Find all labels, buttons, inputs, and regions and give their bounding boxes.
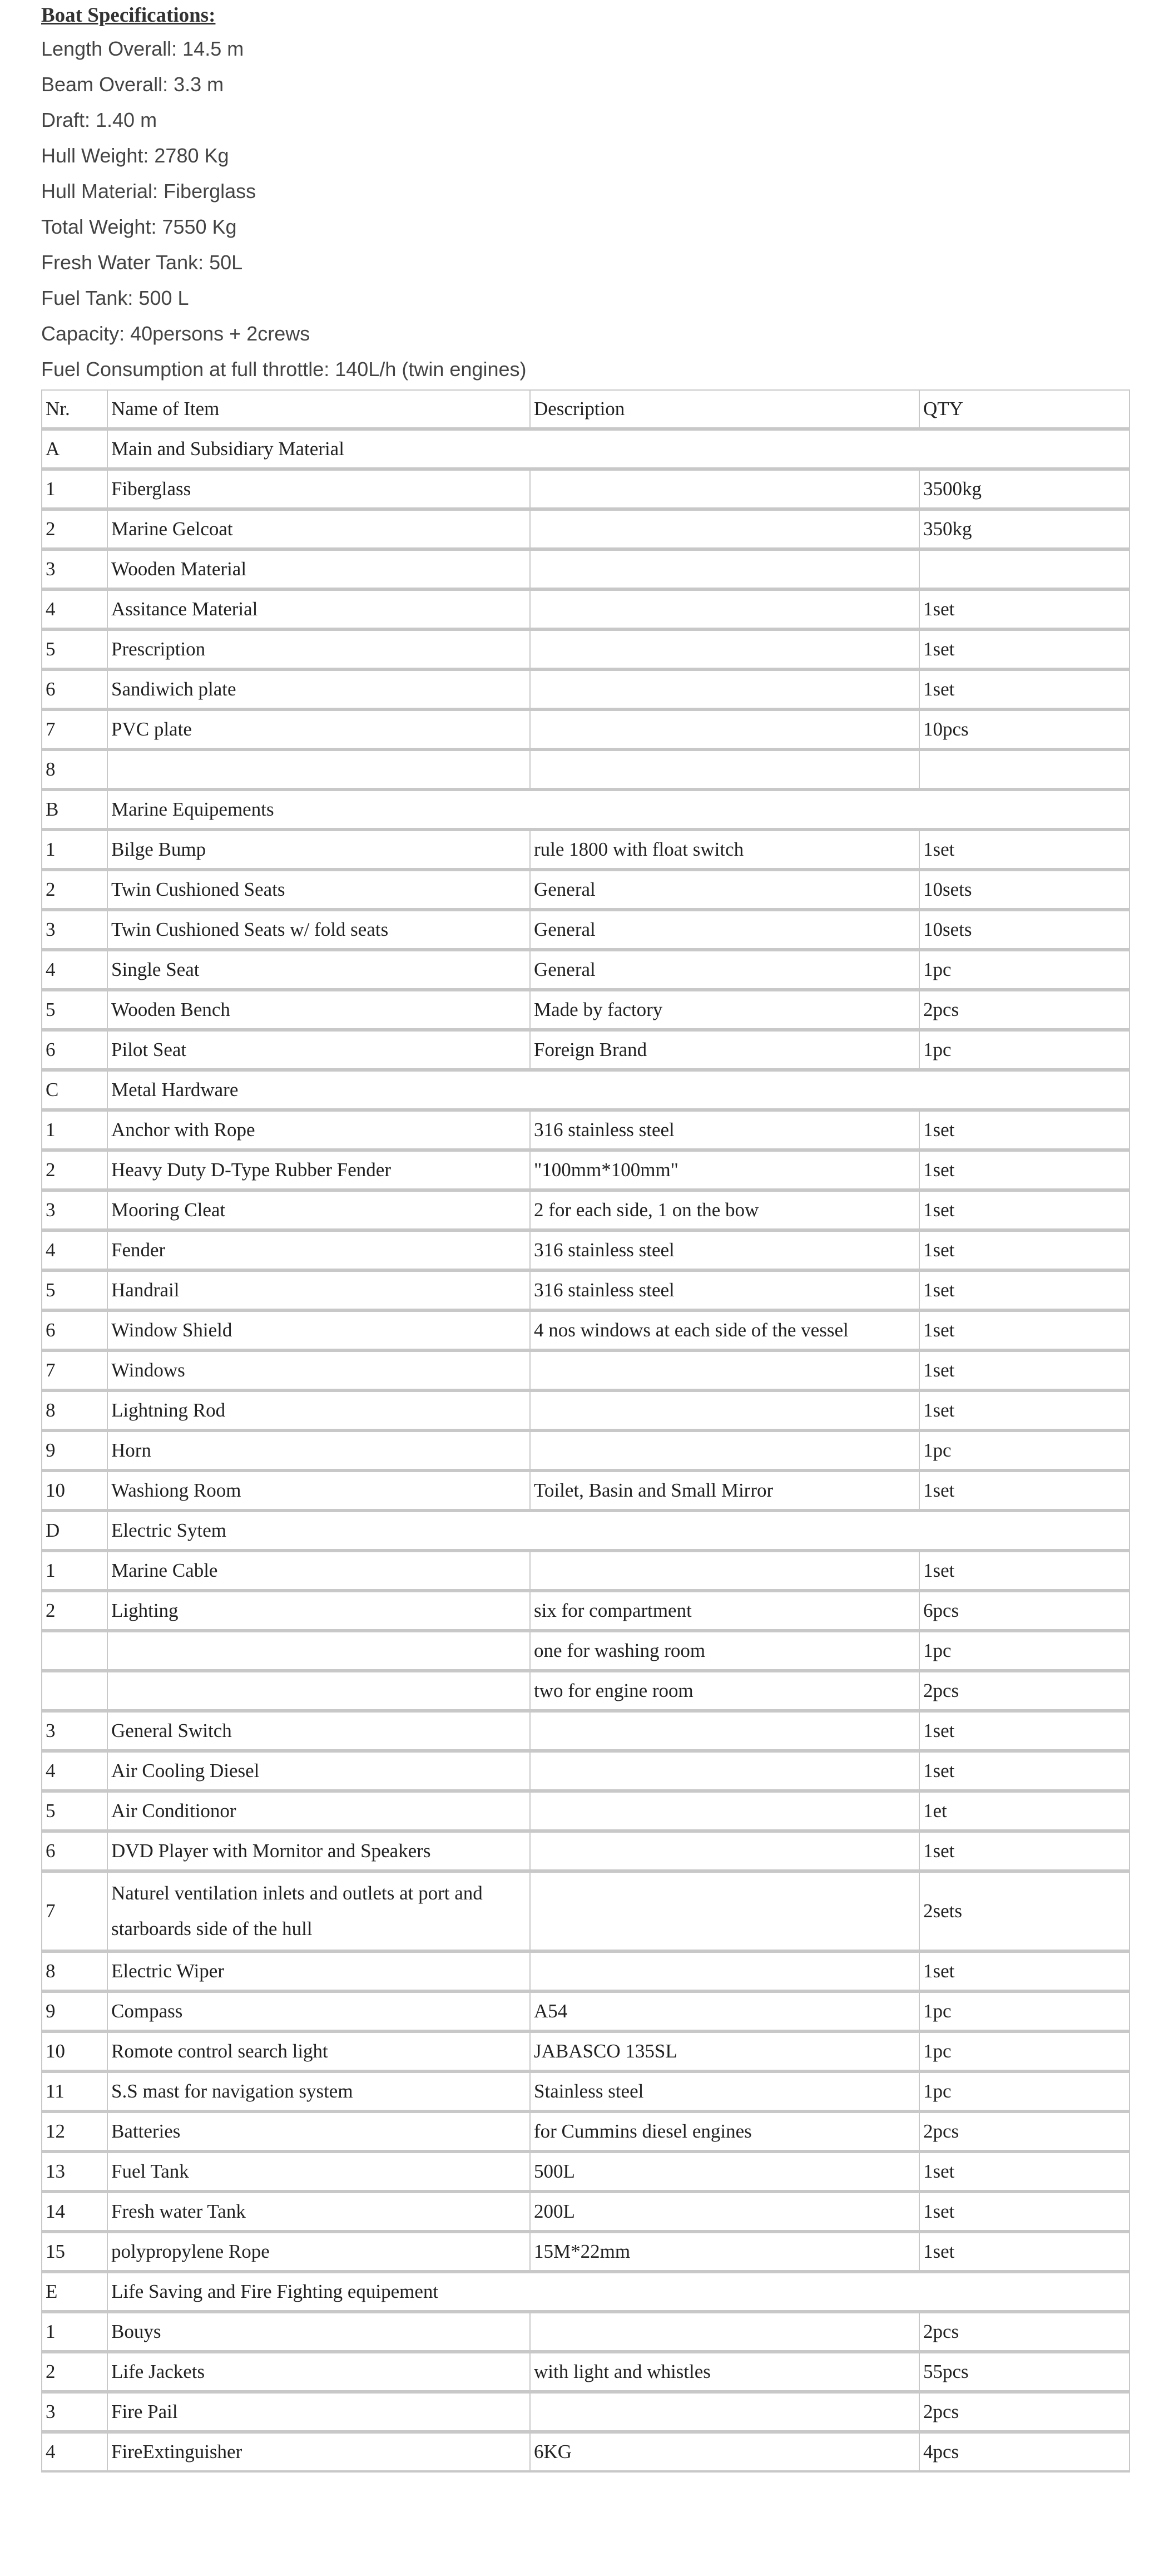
cell-qty: 2sets [919,1872,1130,1952]
cell-qty: 1pc [919,2032,1130,2072]
spec-line: Length Overall: 14.5 m [41,37,244,60]
table-row [41,630,1130,670]
cell-name: Electric Wiper [107,1952,529,1992]
cell-nr: 2 [41,1591,107,1631]
cell-qty: 1set [919,1351,1130,1391]
cell-name: Air Conditionor [107,1792,529,1832]
cell-nr: 3 [41,550,107,590]
cell-description: "100mm*100mm" [529,1151,919,1191]
cell-description [529,590,919,630]
cell-nr: 6 [41,1030,107,1070]
spec-line: Draft: 1.40 m [41,108,157,131]
cell-qty: 1set [919,670,1130,710]
cell-description: Stainless steel [529,2072,919,2112]
cell-nr: 14 [41,2192,107,2232]
cell-nr: 3 [41,2392,107,2432]
table-row [41,1391,1130,1431]
cell-description [529,2392,919,2432]
specifications-list [41,31,1130,387]
table-row [41,1792,1130,1832]
cell-name: Single Seat [107,950,529,990]
cell-description [529,630,919,670]
cell-qty: 1set [919,1832,1130,1872]
cell-name: Wooden Bench [107,990,529,1030]
cell-description: 6KG [529,2432,919,2473]
cell-description: 200L [529,2192,919,2232]
cell-name: Prescription [107,630,529,670]
cell-nr: 13 [41,2152,107,2192]
cell-description: 4 nos windows at each side of the vessel [529,1311,919,1351]
cell-qty: 2pcs [919,2312,1130,2352]
cell-qty: 1set [919,2152,1130,2192]
cell-nr: 5 [41,1271,107,1311]
table-row [41,2072,1130,2112]
cell-name: Windows [107,1351,529,1391]
cell-description: Toilet, Basin and Small Mirror [529,1471,919,1511]
cell-nr: 2 [41,2352,107,2392]
cell-description: 2 for each side, 1 on the bow [529,1191,919,1231]
table-row [41,1751,1130,1792]
cell-qty: 2pcs [919,2112,1130,2152]
cell-description [529,1952,919,1992]
table-row [41,2352,1130,2392]
cell-description: six for compartment [529,1591,919,1631]
cell-nr: 15 [41,2232,107,2272]
cell-qty: 10sets [919,910,1130,950]
cell-name: Fender [107,1231,529,1271]
cell-description [529,1551,919,1591]
table-row [41,1030,1130,1070]
cell-name: Lightning Rod [107,1391,529,1431]
section-title: Metal Hardware [107,1070,1130,1111]
table-row [41,1551,1130,1591]
cell-qty: 55pcs [919,2352,1130,2392]
table-row [41,1311,1130,1351]
table-row [41,2192,1130,2232]
cell-nr: A [41,430,107,470]
table-row [41,750,1130,790]
cell-description: General [529,950,919,990]
cell-name: Window Shield [107,1311,529,1351]
cell-name: S.S mast for navigation system [107,2072,529,2112]
cell-description [529,510,919,550]
cell-nr: 1 [41,2312,107,2352]
section-row [41,430,1130,470]
cell-qty: 1pc [919,2072,1130,2112]
table-row [41,2392,1130,2432]
cell-nr: 10 [41,1471,107,1511]
cell-qty: 1pc [919,950,1130,990]
cell-nr: 1 [41,1111,107,1151]
cell-name: Fresh water Tank [107,2192,529,2232]
cell-name: PVC plate [107,710,529,750]
spec-line: Fuel Tank: 500 L [41,287,189,309]
cell-name: Life Jackets [107,2352,529,2392]
spec-line: Beam Overall: 3.3 m [41,73,224,96]
cell-name: Mooring Cleat [107,1191,529,1231]
cell-nr: 4 [41,950,107,990]
cell-name: DVD Player with Mornitor and Speakers [107,1832,529,1872]
cell-qty: 350kg [919,510,1130,550]
table-row [41,1952,1130,1992]
cell-description [529,470,919,510]
cell-description: 316 stainless steel [529,1231,919,1271]
table-row [41,1151,1130,1191]
cell-description [529,2312,919,2352]
cell-nr: 9 [41,1992,107,2032]
cell-nr: 10 [41,2032,107,2072]
cell-description [529,1832,919,1872]
table-row [41,990,1130,1030]
table-row [41,1231,1130,1271]
cell-name: Wooden Material [107,550,529,590]
cell-description [529,1711,919,1751]
cell-qty: 6pcs [919,1591,1130,1631]
cell-qty: 1set [919,830,1130,870]
table-row [41,870,1130,910]
table-row [41,1992,1130,2032]
cell-nr: D [41,1511,107,1551]
cell-nr: 8 [41,1391,107,1431]
section-title: Marine Equipements [107,790,1130,830]
table-row [41,470,1130,510]
cell-name: Naturel ventilation inlets and outlets at port and starboards side of the hull [107,1872,529,1952]
cell-qty [919,550,1130,590]
cell-name: Assitance Material [107,590,529,630]
table-row [41,1471,1130,1511]
cell-name: Anchor with Rope [107,1111,529,1151]
cell-qty: 1set [919,2232,1130,2272]
table-row [41,670,1130,710]
items-table [41,389,1130,2473]
table-header-row [41,389,1130,430]
cell-description [529,1751,919,1792]
spec-line: Capacity: 40persons + 2crews [41,322,310,345]
cell-qty: 10sets [919,870,1130,910]
cell-description: 15M*22mm [529,2232,919,2272]
cell-name: Horn [107,1431,529,1471]
cell-description [529,550,919,590]
cell-nr: 2 [41,510,107,550]
table-row [41,1191,1130,1231]
cell-nr: 2 [41,870,107,910]
spec-line: Hull Material: Fiberglass [41,180,256,203]
cell-nr: 4 [41,1231,107,1271]
cell-nr: C [41,1070,107,1111]
header-nr: Nr. [41,389,107,430]
table-row [41,830,1130,870]
spec-line: Total Weight: 7550 Kg [41,215,237,238]
cell-qty: 1set [919,1111,1130,1151]
section-row [41,1511,1130,1551]
cell-name [107,750,529,790]
cell-qty: 2pcs [919,1671,1130,1711]
cell-name: Heavy Duty D-Type Rubber Fender [107,1151,529,1191]
cell-qty: 2pcs [919,990,1130,1030]
section-title: Main and Subsidiary Material [107,430,1130,470]
cell-description [529,1391,919,1431]
cell-qty: 1set [919,1311,1130,1351]
cell-description: one for washing room [529,1631,919,1671]
cell-name [107,1671,529,1711]
cell-nr: 3 [41,910,107,950]
table-row [41,2112,1130,2152]
cell-name: General Switch [107,1711,529,1751]
table-row [41,1591,1130,1631]
cell-description [529,1431,919,1471]
cell-nr: 9 [41,1431,107,1471]
cell-nr: 4 [41,1751,107,1792]
cell-qty: 1set [919,1551,1130,1591]
cell-qty: 1set [919,1952,1130,1992]
table-row [41,1671,1130,1711]
cell-nr: 1 [41,470,107,510]
cell-name: Batteries [107,2112,529,2152]
cell-description: 500L [529,2152,919,2192]
cell-nr: 4 [41,590,107,630]
table-row [41,1351,1130,1391]
cell-nr: 6 [41,1311,107,1351]
table-row [41,1711,1130,1751]
cell-name: Fiberglass [107,470,529,510]
document [41,0,1130,2473]
cell-description [529,710,919,750]
section-row [41,790,1130,830]
cell-nr: 12 [41,2112,107,2152]
cell-name: FireExtinguisher [107,2432,529,2473]
table-row [41,950,1130,990]
cell-nr: 5 [41,990,107,1030]
cell-nr: 1 [41,1551,107,1591]
cell-name: Marine Cable [107,1551,529,1591]
cell-nr: 8 [41,750,107,790]
cell-qty: 1set [919,2192,1130,2232]
spec-line: Fresh Water Tank: 50L [41,251,243,274]
cell-nr: 6 [41,670,107,710]
cell-nr: 7 [41,1351,107,1391]
table-row [41,2152,1130,2192]
cell-description: Made by factory [529,990,919,1030]
table-row [41,550,1130,590]
cell-qty: 1set [919,1471,1130,1511]
cell-description: two for engine room [529,1671,919,1711]
cell-name: Air Cooling Diesel [107,1751,529,1792]
table-row [41,2432,1130,2473]
cell-name: Marine Gelcoat [107,510,529,550]
cell-name: Compass [107,1992,529,2032]
cell-description [529,670,919,710]
cell-nr: 8 [41,1952,107,1992]
cell-description: with light and whistles [529,2352,919,2392]
cell-name: Bouys [107,2312,529,2352]
cell-name: Fire Pail [107,2392,529,2432]
cell-nr: 6 [41,1832,107,1872]
table-row [41,2312,1130,2352]
header-name: Name of Item [107,389,529,430]
cell-nr: 11 [41,2072,107,2112]
table-row [41,2032,1130,2072]
cell-description [529,750,919,790]
cell-qty: 1set [919,1231,1130,1271]
cell-qty: 1pc [919,1030,1130,1070]
cell-name: Lighting [107,1591,529,1631]
cell-qty: 1set [919,1191,1130,1231]
cell-description [529,1351,919,1391]
cell-qty: 1set [919,1751,1130,1792]
section-row [41,1070,1130,1111]
cell-nr [41,1631,107,1671]
cell-nr: 3 [41,1711,107,1751]
table-row [41,1631,1130,1671]
cell-qty: 1set [919,590,1130,630]
cell-description [529,1872,919,1952]
cell-name: Handrail [107,1271,529,1311]
table-row [41,1431,1130,1471]
cell-nr: E [41,2272,107,2312]
cell-nr: 4 [41,2432,107,2473]
section-title: Electric Sytem [107,1511,1130,1551]
cell-qty: 1set [919,1271,1130,1311]
cell-qty [919,750,1130,790]
table-row [41,2232,1130,2272]
cell-nr [41,1671,107,1711]
cell-description: rule 1800 with float switch [529,830,919,870]
table-row [41,910,1130,950]
cell-description: JABASCO 135SL [529,2032,919,2072]
cell-nr: 5 [41,1792,107,1832]
cell-description: General [529,910,919,950]
cell-nr: 7 [41,710,107,750]
header-description: Description [529,389,919,430]
cell-description: A54 [529,1992,919,2032]
cell-description: for Cummins diesel engines [529,2112,919,2152]
cell-nr: B [41,790,107,830]
cell-nr: 7 [41,1872,107,1952]
cell-qty: 1et [919,1792,1130,1832]
spec-line: Fuel Consumption at full throttle: 140L/h (twin engines) [41,358,527,381]
cell-qty: 1set [919,1391,1130,1431]
table-row [41,1111,1130,1151]
cell-nr: 3 [41,1191,107,1231]
cell-name: Twin Cushioned Seats [107,870,529,910]
cell-name: Romote control search light [107,2032,529,2072]
cell-name: Twin Cushioned Seats w/ fold seats [107,910,529,950]
cell-description [529,1792,919,1832]
cell-qty: 3500kg [919,470,1130,510]
cell-name [107,1631,529,1671]
table-row [41,710,1130,750]
cell-description: 316 stainless steel [529,1111,919,1151]
cell-name: Fuel Tank [107,2152,529,2192]
cell-qty: 1set [919,1151,1130,1191]
table-row [41,590,1130,630]
cell-nr: 1 [41,830,107,870]
cell-qty: 4pcs [919,2432,1130,2473]
cell-qty: 1set [919,630,1130,670]
cell-name: Bilge Bump [107,830,529,870]
cell-name: Washiong Room [107,1471,529,1511]
table-row [41,1832,1130,1872]
spec-line: Hull Weight: 2780 Kg [41,144,229,167]
table-row [41,1271,1130,1311]
cell-name: Sandiwich plate [107,670,529,710]
cell-description: General [529,870,919,910]
section-title: Life Saving and Fire Fighting equipement [107,2272,1130,2312]
table-row [41,1872,1130,1952]
specifications-title: Boat Specifications: [41,4,216,27]
cell-description: Foreign Brand [529,1030,919,1070]
cell-name: polypropylene Rope [107,2232,529,2272]
cell-qty: 1set [919,1711,1130,1751]
cell-name: Pilot Seat [107,1030,529,1070]
cell-nr: 5 [41,630,107,670]
table-row [41,510,1130,550]
cell-description: 316 stainless steel [529,1271,919,1311]
cell-nr: 2 [41,1151,107,1191]
cell-qty: 1pc [919,1431,1130,1471]
cell-qty: 2pcs [919,2392,1130,2432]
cell-qty: 10pcs [919,710,1130,750]
cell-qty: 1pc [919,1992,1130,2032]
section-row [41,2272,1130,2312]
header-qty: QTY [919,389,1130,430]
cell-qty: 1pc [919,1631,1130,1671]
